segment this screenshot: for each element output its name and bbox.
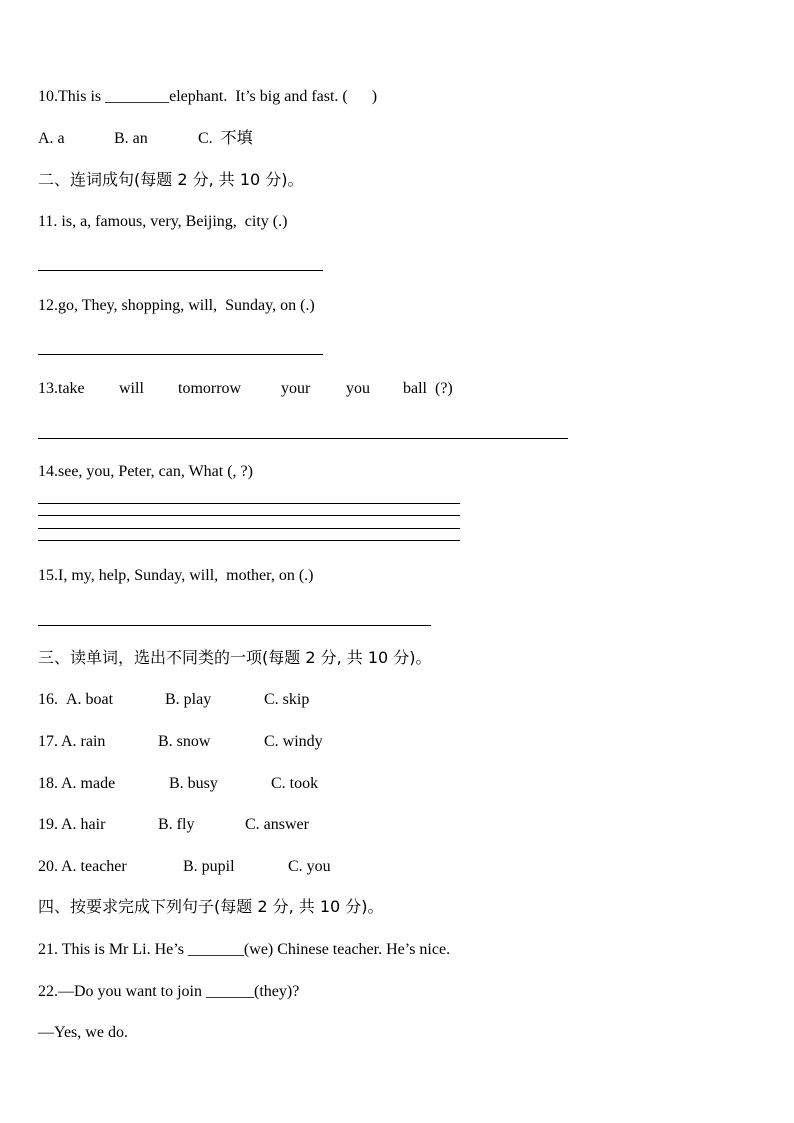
answer-line <box>38 270 323 271</box>
question-15: 15.I, my, help, Sunday, will, mother, on (.) <box>38 567 314 584</box>
question-10-options <box>38 129 253 149</box>
question-10: 10.This is ________elephant. It’s big and fast. ( ) <box>38 88 378 105</box>
section-4-heading: 四、按要求完成下列句子(每题 2 分, 共 10 分)。 <box>38 897 384 916</box>
question-number: 16. <box>38 691 62 708</box>
answer-line <box>38 528 460 529</box>
answer-blank: ________ <box>105 88 170 105</box>
option-b: B. an <box>114 130 148 147</box>
question-20 <box>38 857 331 877</box>
option-c: C. skip <box>264 691 310 708</box>
answer-line <box>38 625 431 626</box>
question-number: 18. <box>38 775 58 792</box>
answer-line <box>38 354 323 355</box>
word: you <box>346 380 370 397</box>
section-2-heading: 二、连词成句(每题 2 分, 共 10 分)。 <box>38 170 304 189</box>
option-c: C. you <box>288 858 331 875</box>
answer-line <box>38 540 460 541</box>
answer-line <box>38 438 568 439</box>
question-17 <box>38 732 323 752</box>
option-a: A. boat <box>66 691 114 708</box>
option-c: C. took <box>271 775 319 792</box>
question-number: 20. <box>38 858 58 875</box>
question-19 <box>38 815 309 835</box>
question-12: 12.go, They, shopping, will, Sunday, on (.) <box>38 297 315 314</box>
word: will <box>119 380 144 397</box>
question-16 <box>38 690 309 710</box>
question-21: 21. This is Mr Li. He’s _______(we) Chinese teacher. He’s nice. <box>38 941 451 958</box>
section-3-heading: 三、读单词，选出不同类的一项(每题 2 分, 共 10 分)。 <box>38 648 432 667</box>
option-b: B. busy <box>169 775 218 792</box>
option-c: C. windy <box>264 733 323 750</box>
option-c: C. 不填 <box>198 130 253 147</box>
question-11: 11. is, a, famous, very, Beijing, city (.) <box>38 213 288 230</box>
answer-line <box>38 515 460 516</box>
option-a: A. hair <box>61 816 106 833</box>
option-b: B. fly <box>158 816 195 833</box>
option-c: C. answer <box>245 816 309 833</box>
answer-line <box>38 503 460 504</box>
question-14: 14.see, you, Peter, can, What (, ?) <box>38 463 253 480</box>
option-a: A. teacher <box>61 858 127 875</box>
word: ball (?) <box>403 380 453 397</box>
option-b: B. pupil <box>183 858 235 875</box>
question-22: 22.—Do you want to join ______(they)? <box>38 983 300 1000</box>
option-a: A. rain <box>61 733 106 750</box>
question-18 <box>38 774 318 794</box>
question-number: 17. <box>38 733 58 750</box>
word: take <box>58 380 85 397</box>
question-number: 13. <box>38 380 58 397</box>
option-a: A. made <box>61 775 116 792</box>
word: your <box>281 380 311 397</box>
option-b: B. snow <box>158 733 211 750</box>
question-number: 19. <box>38 816 58 833</box>
question-number: 10. <box>38 88 58 105</box>
word: tomorrow <box>178 380 242 397</box>
option-b: B. play <box>165 691 212 708</box>
question-22-reply: —Yes, we do. <box>38 1024 128 1041</box>
option-a: A. a <box>38 130 65 147</box>
question-13 <box>38 379 453 399</box>
